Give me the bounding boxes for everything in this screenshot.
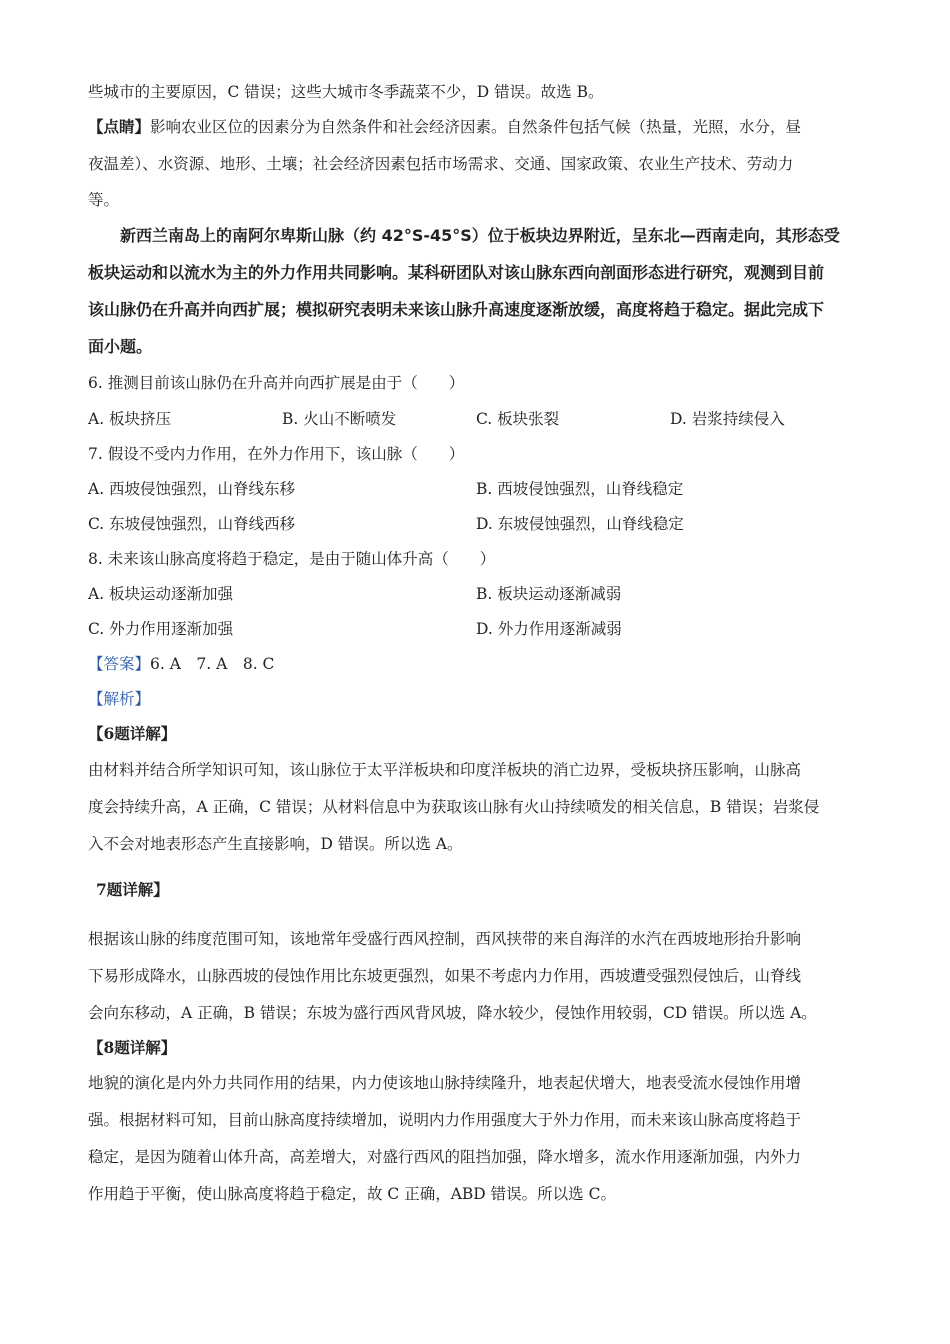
question-6-option-b: B. 火山不断喷发 — [282, 410, 397, 428]
detail-7-line-2: 下易形成降水，山脉西坡的侵蚀作用比东坡更强烈，如果不考虑内力作用，西坡遭受强烈侵蚀后，山脊线 — [88, 967, 802, 985]
question-7-option-a: A. 西坡侵蚀强烈，山脊线东移 — [88, 480, 296, 498]
passage-line-1: 新西兰南岛上的南阿尔卑斯山脉（约 42°S-45°S）位于板块边界附近，呈东北—西南走向，其形态受 — [120, 226, 840, 245]
question-7-stem: 7. 假设不受内力作用，在外力作用下，该山脉（ ） — [88, 445, 465, 463]
intro-line-1: 些城市的主要原因，C 错误；这些大城市冬季蔬菜不少，D 错误。故选 B。 — [88, 83, 604, 101]
question-8-option-a: A. 板块运动逐渐加强 — [88, 585, 234, 603]
answer-line — [88, 654, 868, 674]
detail-8-line-4: 作用趋于平衡，使山脉高度将趋于稳定，故 C 正确，ABD 错误。所以选 C。 — [88, 1185, 616, 1203]
detail-6-line-3: 入不会对地表形态产生直接影响，D 错误。所以选 A。 — [88, 835, 463, 853]
detail-7-line-1: 根据该山脉的纬度范围可知，该地常年受盛行西风控制，西风挟带的来自海洋的水汽在西坡地形抬升影响 — [88, 930, 802, 948]
tip-line-2: 夜温差）、水资源、地形、土壤；社会经济因素包括市场需求、交通、国家政策、农业生产技术、劳动力 — [88, 155, 794, 173]
detail-8-line-3: 稳定，是因为随着山体升高，高差增大，对盛行西风的阻挡加强，降水增多，流水作用逐渐加强，内外力 — [88, 1148, 802, 1166]
detail-8-line-2: 强。根据材料可知，目前山脉高度持续增加，说明内力作用强度大于外力作用，而未来该山脉高度将趋于 — [88, 1111, 802, 1129]
question-8-option-d: D. 外力作用逐渐减弱 — [476, 620, 622, 638]
detail-7-line-3: 会向东移动，A 正确，B 错误；东坡为盛行西风背风坡，降水较少，侵蚀作用较弱，CD 错误。所以选 A。 — [88, 1004, 817, 1022]
detail-6-line-1: 由材料并结合所学知识可知，该山脉位于太平洋板块和印度洋板块的消亡边界，受板块挤压影响，山脉高 — [88, 761, 802, 779]
question-7-option-b: B. 西坡侵蚀强烈，山脊线稳定 — [476, 480, 684, 498]
answer-text: 6. A 7. A 8. C — [150, 655, 275, 673]
passage-line-4: 面小题。 — [88, 337, 153, 356]
question-8-option-b: B. 板块运动逐渐减弱 — [476, 585, 622, 603]
question-6-option-a: A. 板块挤压 — [88, 410, 172, 428]
detail-6-line-2: 度会持续升高，A 正确，C 错误；从材料信息中为获取该山脉有火山持续喷发的相关信息，B 错误；岩浆侵 — [88, 798, 820, 816]
detail-8-title: 【8题详解】 — [88, 1038, 177, 1057]
detail-8-line-1: 地貌的演化是内外力共同作用的结果，内力使该地山脉持续隆升，地表起伏增大，地表受流水侵蚀作用增 — [88, 1074, 802, 1092]
question-6-option-c: C. 板块张裂 — [476, 410, 560, 428]
question-6-stem: 6. 推测目前该山脉仍在升高并向西扩展是由于（ ） — [88, 374, 465, 392]
tip-text-1: 影响农业区位的因素分为自然条件和社会经济因素。自然条件包括气候（热量，光照，水分，昼 — [150, 118, 802, 136]
question-6-option-d: D. 岩浆持续侵入 — [670, 410, 785, 428]
question-7-option-d: D. 东坡侵蚀强烈，山脊线稳定 — [476, 515, 684, 533]
question-7-option-c: C. 东坡侵蚀强烈，山脊线西移 — [88, 515, 296, 533]
detail-7-title: 7题详解】 — [96, 880, 169, 899]
tip-line-3: 等。 — [88, 191, 120, 209]
detail-6-title: 【6题详解】 — [88, 724, 177, 743]
analysis-label: 【解析】 — [88, 690, 151, 708]
passage-line-2: 板块运动和以流水为主的外力作用共同影响。某科研团队对该山脉东西向剖面形态进行研究，观测到目前 — [88, 263, 825, 282]
tip-line-1 — [88, 117, 868, 137]
question-8-stem: 8. 未来该山脉高度将趋于稳定，是由于随山体升高（ ） — [88, 550, 496, 568]
question-8-option-c: C. 外力作用逐渐加强 — [88, 620, 234, 638]
passage-line-3: 该山脉仍在升高并向西扩展；模拟研究表明未来该山脉升高速度逐渐放缓，高度将趋于稳定。据此完成下 — [88, 300, 825, 319]
tip-label: 【点睛】 — [88, 117, 151, 136]
answer-label: 【答案】 — [88, 655, 151, 673]
